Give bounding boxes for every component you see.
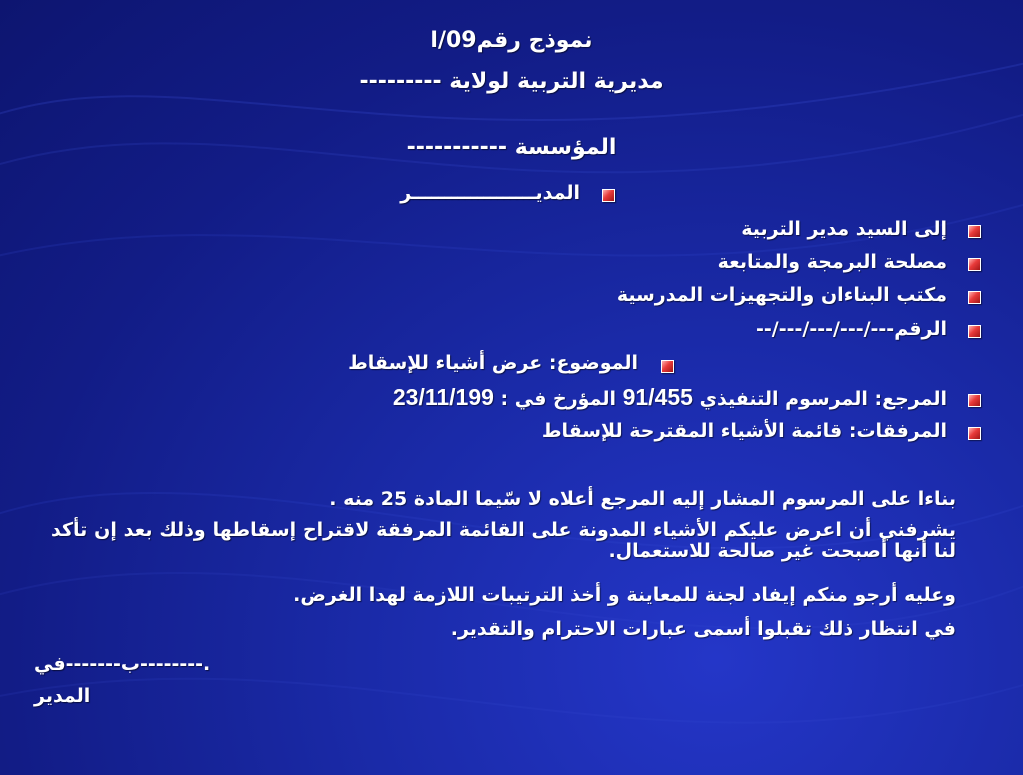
bullet-icon <box>968 325 981 338</box>
reference-prefix: المرجع: المرسوم التنفيذي <box>699 388 947 410</box>
signature-label: المدير <box>34 685 91 707</box>
institution-line: المؤسسة ----------- <box>406 135 617 160</box>
body-paragraph-4: في انتظار ذلك تقبلوا أسمى عبارات الاحترام والتقدير. <box>450 618 956 640</box>
body-paragraph-3: وعليه أرجو منكم إيفاد لجنة للمعاينة و أخذ الترتيبات اللازمة لهدا الغرض. <box>293 584 956 606</box>
bullet-icon <box>968 258 981 271</box>
recipient-line: إلى السيد مدير التربية <box>741 218 947 240</box>
form-title: نموذج رقم09/ا <box>430 28 593 53</box>
body-paragraph-1: بناءا على المرسوم المشار إليه المرجع أعلاه لا سّيما المادة 25 منه . <box>329 488 956 510</box>
bullet-icon <box>602 189 615 202</box>
director-label: المديـــــــــــــــــــر <box>400 182 580 204</box>
subject-line: الموضوع: عرض أشياء للإسقاط <box>348 352 638 374</box>
place-date-line: ب-------في--------. <box>34 653 211 675</box>
recipient-line: مصلحة البرمجة والمتابعة <box>717 251 947 273</box>
bullet-icon <box>968 291 981 304</box>
decree-number: 91/455 <box>622 384 693 410</box>
bullet-icon <box>968 394 981 407</box>
attachments-line: المرفقات: قائمة الأشياء المقترحة للإسقاط <box>541 420 947 442</box>
directorate-line: مديرية التربية لولاية --------- <box>359 69 664 94</box>
dated-label: المؤرخ في : <box>500 388 616 410</box>
body-paragraph-2: يشرفني أن اعرض عليكم الأشياء المدونة على القائمة المرفقة لاقتراح إسقاطها وذلك بعد إن تأكد لنا أنها أصبحت غير صالحة للاستعمال. <box>51 519 956 562</box>
bullet-icon <box>661 360 674 373</box>
reference-line <box>393 385 947 411</box>
bullet-icon <box>968 427 981 440</box>
reference-date: 23/11/199 <box>392 384 494 410</box>
bullet-icon <box>968 225 981 238</box>
recipient-line: مكتب البناءان والتجهيزات المدرسية <box>616 284 947 306</box>
reference-number-line: الرقم---/---/---/---/-- <box>756 318 947 340</box>
